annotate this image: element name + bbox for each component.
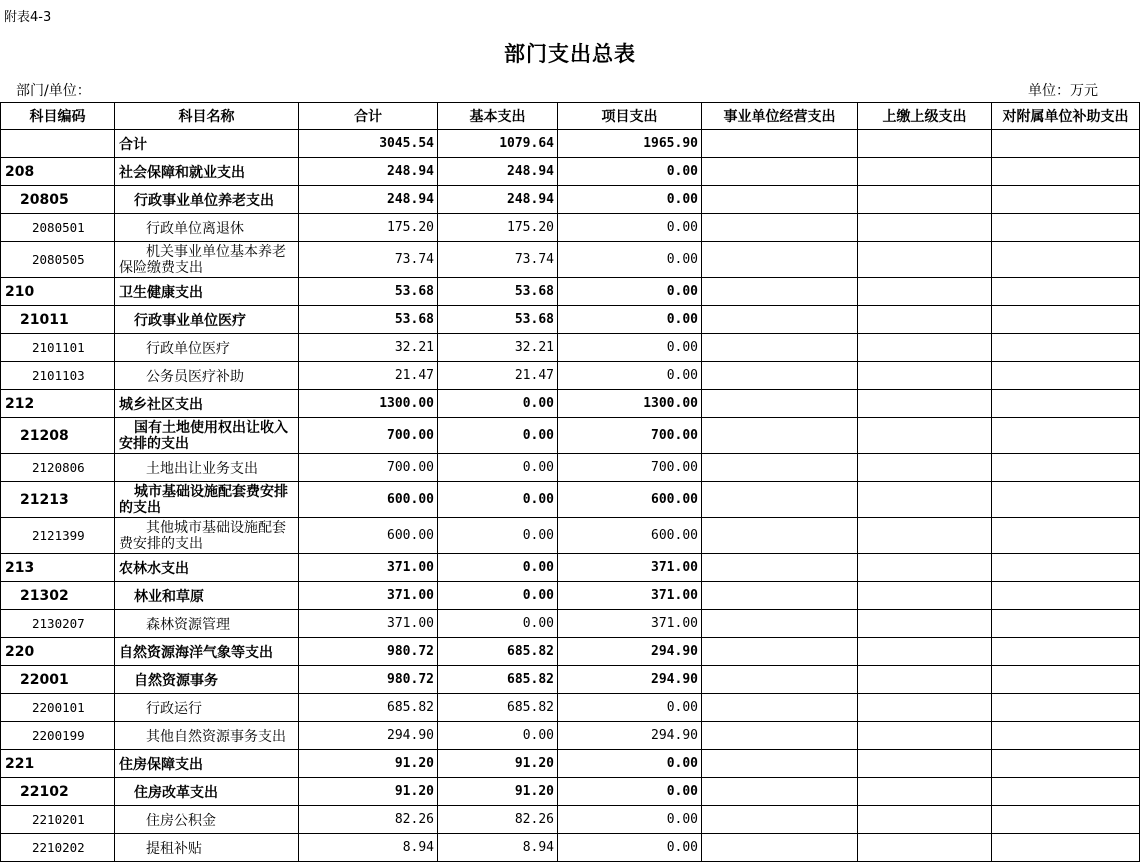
cell-project: 0.00 <box>558 362 702 390</box>
cell-name: 森林资源管理 <box>115 610 299 638</box>
cell-total: 600.00 <box>299 482 438 518</box>
cell-business <box>702 158 858 186</box>
cell-project: 0.00 <box>558 186 702 214</box>
cell-project: 0.00 <box>558 806 702 834</box>
cell-project: 1300.00 <box>558 390 702 418</box>
cell-name: 提租补贴 <box>115 834 299 862</box>
cell-code: 2200199 <box>1 722 115 750</box>
header-business: 事业单位经营支出 <box>702 103 858 130</box>
table-row <box>1 362 1140 390</box>
header-project: 项目支出 <box>558 103 702 130</box>
cell-total: 53.68 <box>299 306 438 334</box>
cell-subsidy <box>992 518 1140 554</box>
cell-code: 22001 <box>1 666 115 694</box>
attachment-label: 附表4-3 <box>4 10 52 25</box>
cell-subsidy <box>992 778 1140 806</box>
header-code: 科目编码 <box>1 103 115 130</box>
cell-business <box>702 722 858 750</box>
cell-basic: 685.82 <box>438 666 558 694</box>
cell-remit <box>858 610 992 638</box>
cell-basic: 685.82 <box>438 694 558 722</box>
page-title: 部门支出总表 <box>504 42 636 66</box>
cell-business <box>702 750 858 778</box>
table-header-row <box>1 103 1140 130</box>
cell-remit <box>858 694 992 722</box>
cell-code: 208 <box>1 158 115 186</box>
cell-business <box>702 186 858 214</box>
cell-total: 685.82 <box>299 694 438 722</box>
cell-project: 294.90 <box>558 666 702 694</box>
cell-remit <box>858 306 992 334</box>
cell-project: 0.00 <box>558 778 702 806</box>
table-row <box>1 778 1140 806</box>
cell-subsidy <box>992 334 1140 362</box>
table-row <box>1 130 1140 158</box>
cell-name: 其他城市基础设施配套费安排的支出 <box>115 518 299 554</box>
header-total: 合计 <box>299 103 438 130</box>
cell-basic: 0.00 <box>438 610 558 638</box>
cell-remit <box>858 362 992 390</box>
cell-basic: 175.20 <box>438 214 558 242</box>
cell-subsidy <box>992 130 1140 158</box>
cell-business <box>702 242 858 278</box>
cell-code: 212 <box>1 390 115 418</box>
cell-remit <box>858 750 992 778</box>
cell-subsidy <box>992 582 1140 610</box>
cell-code <box>1 130 115 158</box>
cell-code: 220 <box>1 638 115 666</box>
cell-subsidy <box>992 186 1140 214</box>
header-subsidy: 对附属单位补助支出 <box>992 103 1140 130</box>
cell-total: 175.20 <box>299 214 438 242</box>
table-row <box>1 390 1140 418</box>
cell-total: 73.74 <box>299 242 438 278</box>
cell-project: 0.00 <box>558 694 702 722</box>
cell-total: 91.20 <box>299 750 438 778</box>
cell-name: 林业和草原 <box>115 582 299 610</box>
cell-business <box>702 778 858 806</box>
cell-total: 294.90 <box>299 722 438 750</box>
table-row <box>1 454 1140 482</box>
table-row <box>1 242 1140 278</box>
cell-basic: 0.00 <box>438 518 558 554</box>
cell-total: 700.00 <box>299 454 438 482</box>
cell-business <box>702 834 858 862</box>
cell-remit <box>858 334 992 362</box>
cell-business <box>702 418 858 454</box>
cell-basic: 685.82 <box>438 638 558 666</box>
cell-name: 行政单位离退休 <box>115 214 299 242</box>
cell-project: 600.00 <box>558 482 702 518</box>
cell-basic: 248.94 <box>438 158 558 186</box>
cell-basic: 91.20 <box>438 778 558 806</box>
cell-remit <box>858 158 992 186</box>
header-basic: 基本支出 <box>438 103 558 130</box>
cell-code: 2080505 <box>1 242 115 278</box>
cell-total: 21.47 <box>299 362 438 390</box>
cell-project: 0.00 <box>558 306 702 334</box>
cell-remit <box>858 834 992 862</box>
cell-remit <box>858 418 992 454</box>
cell-code: 2130207 <box>1 610 115 638</box>
cell-subsidy <box>992 482 1140 518</box>
table-row <box>1 610 1140 638</box>
cell-name: 城乡社区支出 <box>115 390 299 418</box>
cell-business <box>702 666 858 694</box>
cell-subsidy <box>992 806 1140 834</box>
cell-code: 2101101 <box>1 334 115 362</box>
cell-total: 248.94 <box>299 186 438 214</box>
cell-business <box>702 454 858 482</box>
cell-basic: 1079.64 <box>438 130 558 158</box>
cell-basic: 248.94 <box>438 186 558 214</box>
cell-project: 0.00 <box>558 278 702 306</box>
table-row <box>1 750 1140 778</box>
cell-basic: 0.00 <box>438 454 558 482</box>
cell-subsidy <box>992 610 1140 638</box>
cell-code: 221 <box>1 750 115 778</box>
cell-name: 住房改革支出 <box>115 778 299 806</box>
cell-name: 合计 <box>115 130 299 158</box>
cell-basic: 0.00 <box>438 554 558 582</box>
cell-business <box>702 306 858 334</box>
cell-name: 农林水支出 <box>115 554 299 582</box>
cell-subsidy <box>992 158 1140 186</box>
cell-name: 土地出让业务支出 <box>115 454 299 482</box>
cell-code: 210 <box>1 278 115 306</box>
cell-total: 980.72 <box>299 666 438 694</box>
cell-project: 0.00 <box>558 214 702 242</box>
cell-business <box>702 554 858 582</box>
cell-name: 卫生健康支出 <box>115 278 299 306</box>
table-row <box>1 806 1140 834</box>
cell-basic: 0.00 <box>438 418 558 454</box>
department-label: 部门/单位： <box>16 83 91 99</box>
cell-name: 国有土地使用权出让收入安排的支出 <box>115 418 299 454</box>
cell-business <box>702 362 858 390</box>
cell-project: 294.90 <box>558 722 702 750</box>
cell-name: 行政运行 <box>115 694 299 722</box>
cell-remit <box>858 278 992 306</box>
cell-project: 371.00 <box>558 554 702 582</box>
table-row <box>1 638 1140 666</box>
cell-remit <box>858 186 992 214</box>
cell-name: 住房保障支出 <box>115 750 299 778</box>
table-row <box>1 158 1140 186</box>
cell-business <box>702 334 858 362</box>
cell-total: 3045.54 <box>299 130 438 158</box>
cell-subsidy <box>992 834 1140 862</box>
cell-basic: 53.68 <box>438 278 558 306</box>
cell-total: 91.20 <box>299 778 438 806</box>
cell-name: 公务员医疗补助 <box>115 362 299 390</box>
cell-business <box>702 214 858 242</box>
cell-remit <box>858 722 992 750</box>
cell-remit <box>858 518 992 554</box>
cell-subsidy <box>992 242 1140 278</box>
cell-project: 371.00 <box>558 610 702 638</box>
cell-project: 700.00 <box>558 418 702 454</box>
cell-total: 371.00 <box>299 610 438 638</box>
cell-name: 行政单位医疗 <box>115 334 299 362</box>
cell-remit <box>858 666 992 694</box>
cell-code: 2101103 <box>1 362 115 390</box>
cell-basic: 73.74 <box>438 242 558 278</box>
cell-total: 600.00 <box>299 518 438 554</box>
table-row <box>1 722 1140 750</box>
table-row <box>1 186 1140 214</box>
cell-code: 2210201 <box>1 806 115 834</box>
cell-business <box>702 482 858 518</box>
cell-code: 2210202 <box>1 834 115 862</box>
cell-business <box>702 518 858 554</box>
cell-business <box>702 278 858 306</box>
cell-code: 2200101 <box>1 694 115 722</box>
cell-project: 0.00 <box>558 834 702 862</box>
cell-name: 自然资源海洋气象等支出 <box>115 638 299 666</box>
cell-name: 城市基础设施配套费安排的支出 <box>115 482 299 518</box>
cell-project: 371.00 <box>558 582 702 610</box>
cell-business <box>702 390 858 418</box>
cell-subsidy <box>992 390 1140 418</box>
cell-name: 住房公积金 <box>115 806 299 834</box>
cell-total: 980.72 <box>299 638 438 666</box>
header-name: 科目名称 <box>115 103 299 130</box>
cell-code: 21302 <box>1 582 115 610</box>
cell-project: 600.00 <box>558 518 702 554</box>
table-row <box>1 554 1140 582</box>
cell-business <box>702 130 858 158</box>
cell-project: 1965.90 <box>558 130 702 158</box>
table-row <box>1 582 1140 610</box>
cell-subsidy <box>992 214 1140 242</box>
cell-name: 行政事业单位医疗 <box>115 306 299 334</box>
cell-subsidy <box>992 666 1140 694</box>
cell-name: 其他自然资源事务支出 <box>115 722 299 750</box>
cell-name: 社会保障和就业支出 <box>115 158 299 186</box>
cell-subsidy <box>992 278 1140 306</box>
cell-basic: 0.00 <box>438 722 558 750</box>
cell-basic: 0.00 <box>438 390 558 418</box>
cell-remit <box>858 242 992 278</box>
cell-code: 22102 <box>1 778 115 806</box>
cell-total: 32.21 <box>299 334 438 362</box>
table-row <box>1 334 1140 362</box>
cell-name: 自然资源事务 <box>115 666 299 694</box>
cell-basic: 0.00 <box>438 482 558 518</box>
cell-code: 2121399 <box>1 518 115 554</box>
cell-total: 82.26 <box>299 806 438 834</box>
cell-business <box>702 582 858 610</box>
cell-total: 700.00 <box>299 418 438 454</box>
cell-code: 20805 <box>1 186 115 214</box>
cell-code: 21213 <box>1 482 115 518</box>
cell-remit <box>858 130 992 158</box>
table-row <box>1 694 1140 722</box>
table-row <box>1 482 1140 518</box>
cell-total: 371.00 <box>299 582 438 610</box>
cell-project: 294.90 <box>558 638 702 666</box>
cell-basic: 0.00 <box>438 582 558 610</box>
cell-remit <box>858 482 992 518</box>
cell-remit <box>858 554 992 582</box>
cell-name: 机关事业单位基本养老保险缴费支出 <box>115 242 299 278</box>
cell-code: 21208 <box>1 418 115 454</box>
header-remit: 上缴上级支出 <box>858 103 992 130</box>
cell-subsidy <box>992 722 1140 750</box>
cell-subsidy <box>992 362 1140 390</box>
cell-remit <box>858 454 992 482</box>
cell-basic: 53.68 <box>438 306 558 334</box>
cell-project: 0.00 <box>558 334 702 362</box>
cell-subsidy <box>992 638 1140 666</box>
cell-project: 0.00 <box>558 242 702 278</box>
cell-subsidy <box>992 306 1140 334</box>
cell-subsidy <box>992 454 1140 482</box>
cell-total: 8.94 <box>299 834 438 862</box>
cell-basic: 82.26 <box>438 806 558 834</box>
cell-remit <box>858 390 992 418</box>
cell-subsidy <box>992 554 1140 582</box>
cell-name: 行政事业单位养老支出 <box>115 186 299 214</box>
cell-business <box>702 806 858 834</box>
table-row <box>1 418 1140 454</box>
cell-remit <box>858 582 992 610</box>
cell-remit <box>858 806 992 834</box>
cell-remit <box>858 778 992 806</box>
cell-project: 0.00 <box>558 158 702 186</box>
cell-code: 2120806 <box>1 454 115 482</box>
cell-project: 0.00 <box>558 750 702 778</box>
cell-business <box>702 610 858 638</box>
cell-code: 213 <box>1 554 115 582</box>
table-row <box>1 834 1140 862</box>
cell-code: 2080501 <box>1 214 115 242</box>
table-row <box>1 518 1140 554</box>
table-row <box>1 306 1140 334</box>
cell-subsidy <box>992 694 1140 722</box>
cell-subsidy <box>992 418 1140 454</box>
expenditure-table <box>0 102 1140 862</box>
cell-subsidy <box>992 750 1140 778</box>
cell-business <box>702 638 858 666</box>
cell-remit <box>858 214 992 242</box>
unit-label: 单位：万元 <box>1028 83 1098 99</box>
cell-code: 21011 <box>1 306 115 334</box>
table-row <box>1 278 1140 306</box>
cell-basic: 32.21 <box>438 334 558 362</box>
cell-business <box>702 694 858 722</box>
cell-total: 1300.00 <box>299 390 438 418</box>
cell-total: 248.94 <box>299 158 438 186</box>
cell-remit <box>858 638 992 666</box>
cell-basic: 8.94 <box>438 834 558 862</box>
table-row <box>1 666 1140 694</box>
cell-total: 53.68 <box>299 278 438 306</box>
cell-total: 371.00 <box>299 554 438 582</box>
cell-project: 700.00 <box>558 454 702 482</box>
table-row <box>1 214 1140 242</box>
cell-basic: 91.20 <box>438 750 558 778</box>
cell-basic: 21.47 <box>438 362 558 390</box>
